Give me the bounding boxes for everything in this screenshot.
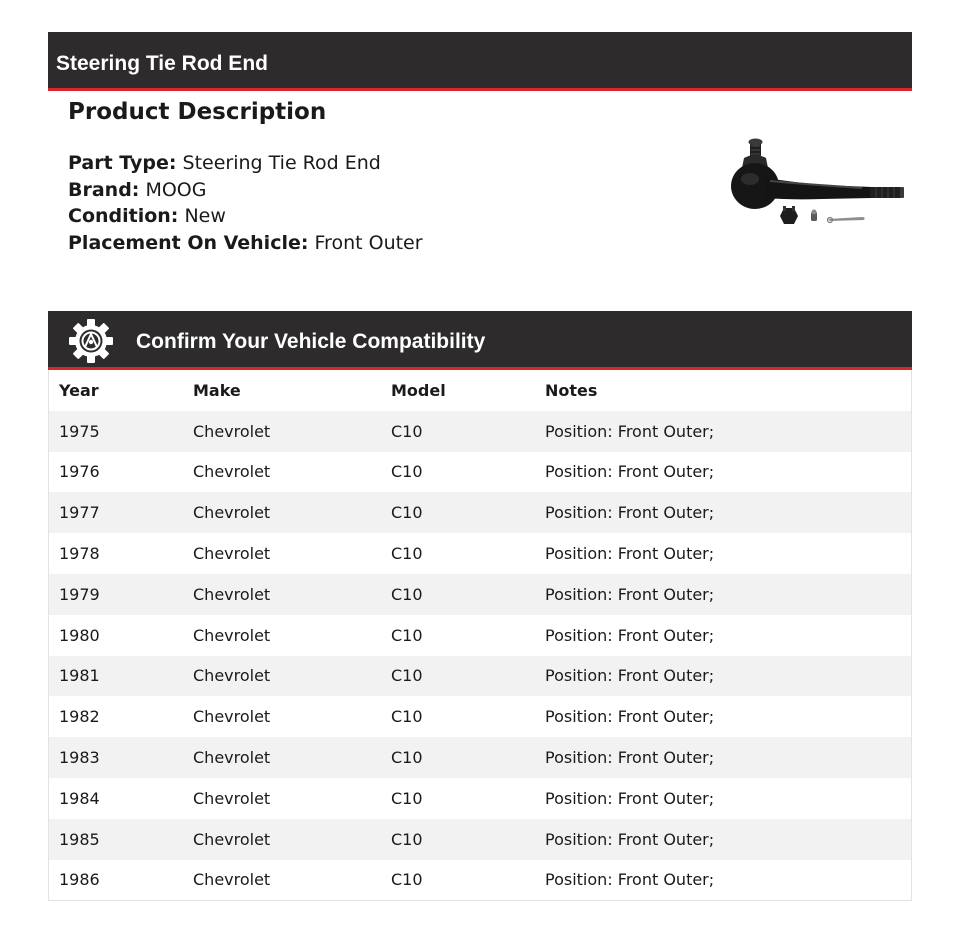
cell-year: 1980: [59, 625, 100, 645]
compatibility-banner: [48, 311, 912, 370]
cell-notes: Position: Front Outer;: [545, 788, 715, 808]
spec-label: Part Type:: [68, 152, 177, 174]
column-header-notes: Notes: [535, 370, 912, 411]
column-header-make: Make: [183, 370, 381, 411]
cell-notes: Position: Front Outer;: [545, 666, 715, 686]
table-row: [49, 533, 912, 574]
cell-year: 1975: [59, 421, 100, 441]
cell-year: 1978: [59, 544, 100, 564]
spec-label: Condition:: [68, 205, 179, 227]
cell-year: 1983: [59, 748, 100, 768]
cell-notes: Position: Front Outer;: [545, 544, 715, 564]
spec-condition: [68, 203, 423, 230]
cell-make: Chevrolet: [193, 503, 271, 523]
tie-rod-end-image: [722, 132, 912, 234]
table-row: [49, 492, 912, 533]
table-row: [49, 615, 912, 656]
spec-value: Steering Tie Rod End: [182, 152, 381, 174]
cell-year: 1981: [59, 666, 100, 686]
cell-make: Chevrolet: [193, 829, 271, 849]
product-title: Steering Tie Rod End: [56, 52, 268, 75]
cell-model: C10: [391, 421, 423, 441]
compatibility-title: Confirm Your Vehicle Compatibility: [136, 330, 486, 353]
table-body: [49, 411, 912, 901]
cell-year: 1982: [59, 707, 100, 727]
cell-model: C10: [391, 707, 423, 727]
cell-year: 1976: [59, 462, 100, 482]
table-row: [49, 656, 912, 697]
spec-brand: [68, 177, 423, 204]
spec-value: Front Outer: [314, 231, 423, 254]
cell-model: C10: [391, 666, 423, 686]
spec-value: MOOG: [145, 178, 207, 201]
cell-notes: Position: Front Outer;: [545, 870, 715, 890]
cell-notes: Position: Front Outer;: [545, 584, 715, 604]
cell-model: C10: [391, 748, 423, 768]
table-row: [49, 778, 912, 819]
cell-make: Chevrolet: [193, 870, 271, 890]
spec-value: New: [184, 205, 226, 227]
cell-model: C10: [391, 544, 423, 564]
cell-notes: Position: Front Outer;: [545, 748, 715, 768]
spec-label: Brand:: [68, 178, 140, 201]
compatibility-table: [48, 370, 912, 901]
cell-year: 1979: [59, 584, 100, 604]
cell-make: Chevrolet: [193, 625, 271, 645]
cell-year: 1984: [59, 788, 100, 808]
description-heading: Product Description: [68, 99, 327, 125]
column-header-model: Model: [381, 370, 535, 411]
cell-model: C10: [391, 462, 423, 482]
cell-notes: Position: Front Outer;: [545, 503, 715, 523]
cell-notes: Position: Front Outer;: [545, 625, 715, 645]
cell-model: C10: [391, 788, 423, 808]
cell-make: Chevrolet: [193, 421, 271, 441]
cell-make: Chevrolet: [193, 788, 271, 808]
cell-year: 1986: [59, 870, 100, 890]
cell-notes: Position: Front Outer;: [545, 421, 715, 441]
table-header-row: [49, 370, 912, 411]
spec-label: Placement On Vehicle:: [68, 231, 309, 254]
table-row: [49, 860, 912, 901]
table-row: [49, 737, 912, 778]
cell-year: 1977: [59, 503, 100, 523]
spec-part-type: [68, 150, 423, 177]
cell-make: Chevrolet: [193, 462, 271, 482]
table-row: [49, 411, 912, 452]
cell-make: Chevrolet: [193, 707, 271, 727]
cell-make: Chevrolet: [193, 544, 271, 564]
spec-list: [68, 150, 423, 256]
column-header-year: Year: [49, 370, 184, 411]
cell-model: C10: [391, 503, 423, 523]
table-row: [49, 574, 912, 615]
table-row: [49, 696, 912, 737]
cell-make: Chevrolet: [193, 584, 271, 604]
cell-model: C10: [391, 584, 423, 604]
gear-icon: [68, 318, 114, 364]
product-title-banner: [48, 32, 912, 91]
cell-notes: Position: Front Outer;: [545, 707, 715, 727]
cell-model: C10: [391, 829, 423, 849]
cell-notes: Position: Front Outer;: [545, 462, 715, 482]
spec-placement: [68, 230, 423, 257]
cell-make: Chevrolet: [193, 666, 271, 686]
cell-make: Chevrolet: [193, 748, 271, 768]
cell-year: 1985: [59, 829, 100, 849]
cell-notes: Position: Front Outer;: [545, 829, 715, 849]
cell-model: C10: [391, 870, 423, 890]
cell-model: C10: [391, 625, 423, 645]
table-row: [49, 819, 912, 860]
table-row: [49, 452, 912, 493]
